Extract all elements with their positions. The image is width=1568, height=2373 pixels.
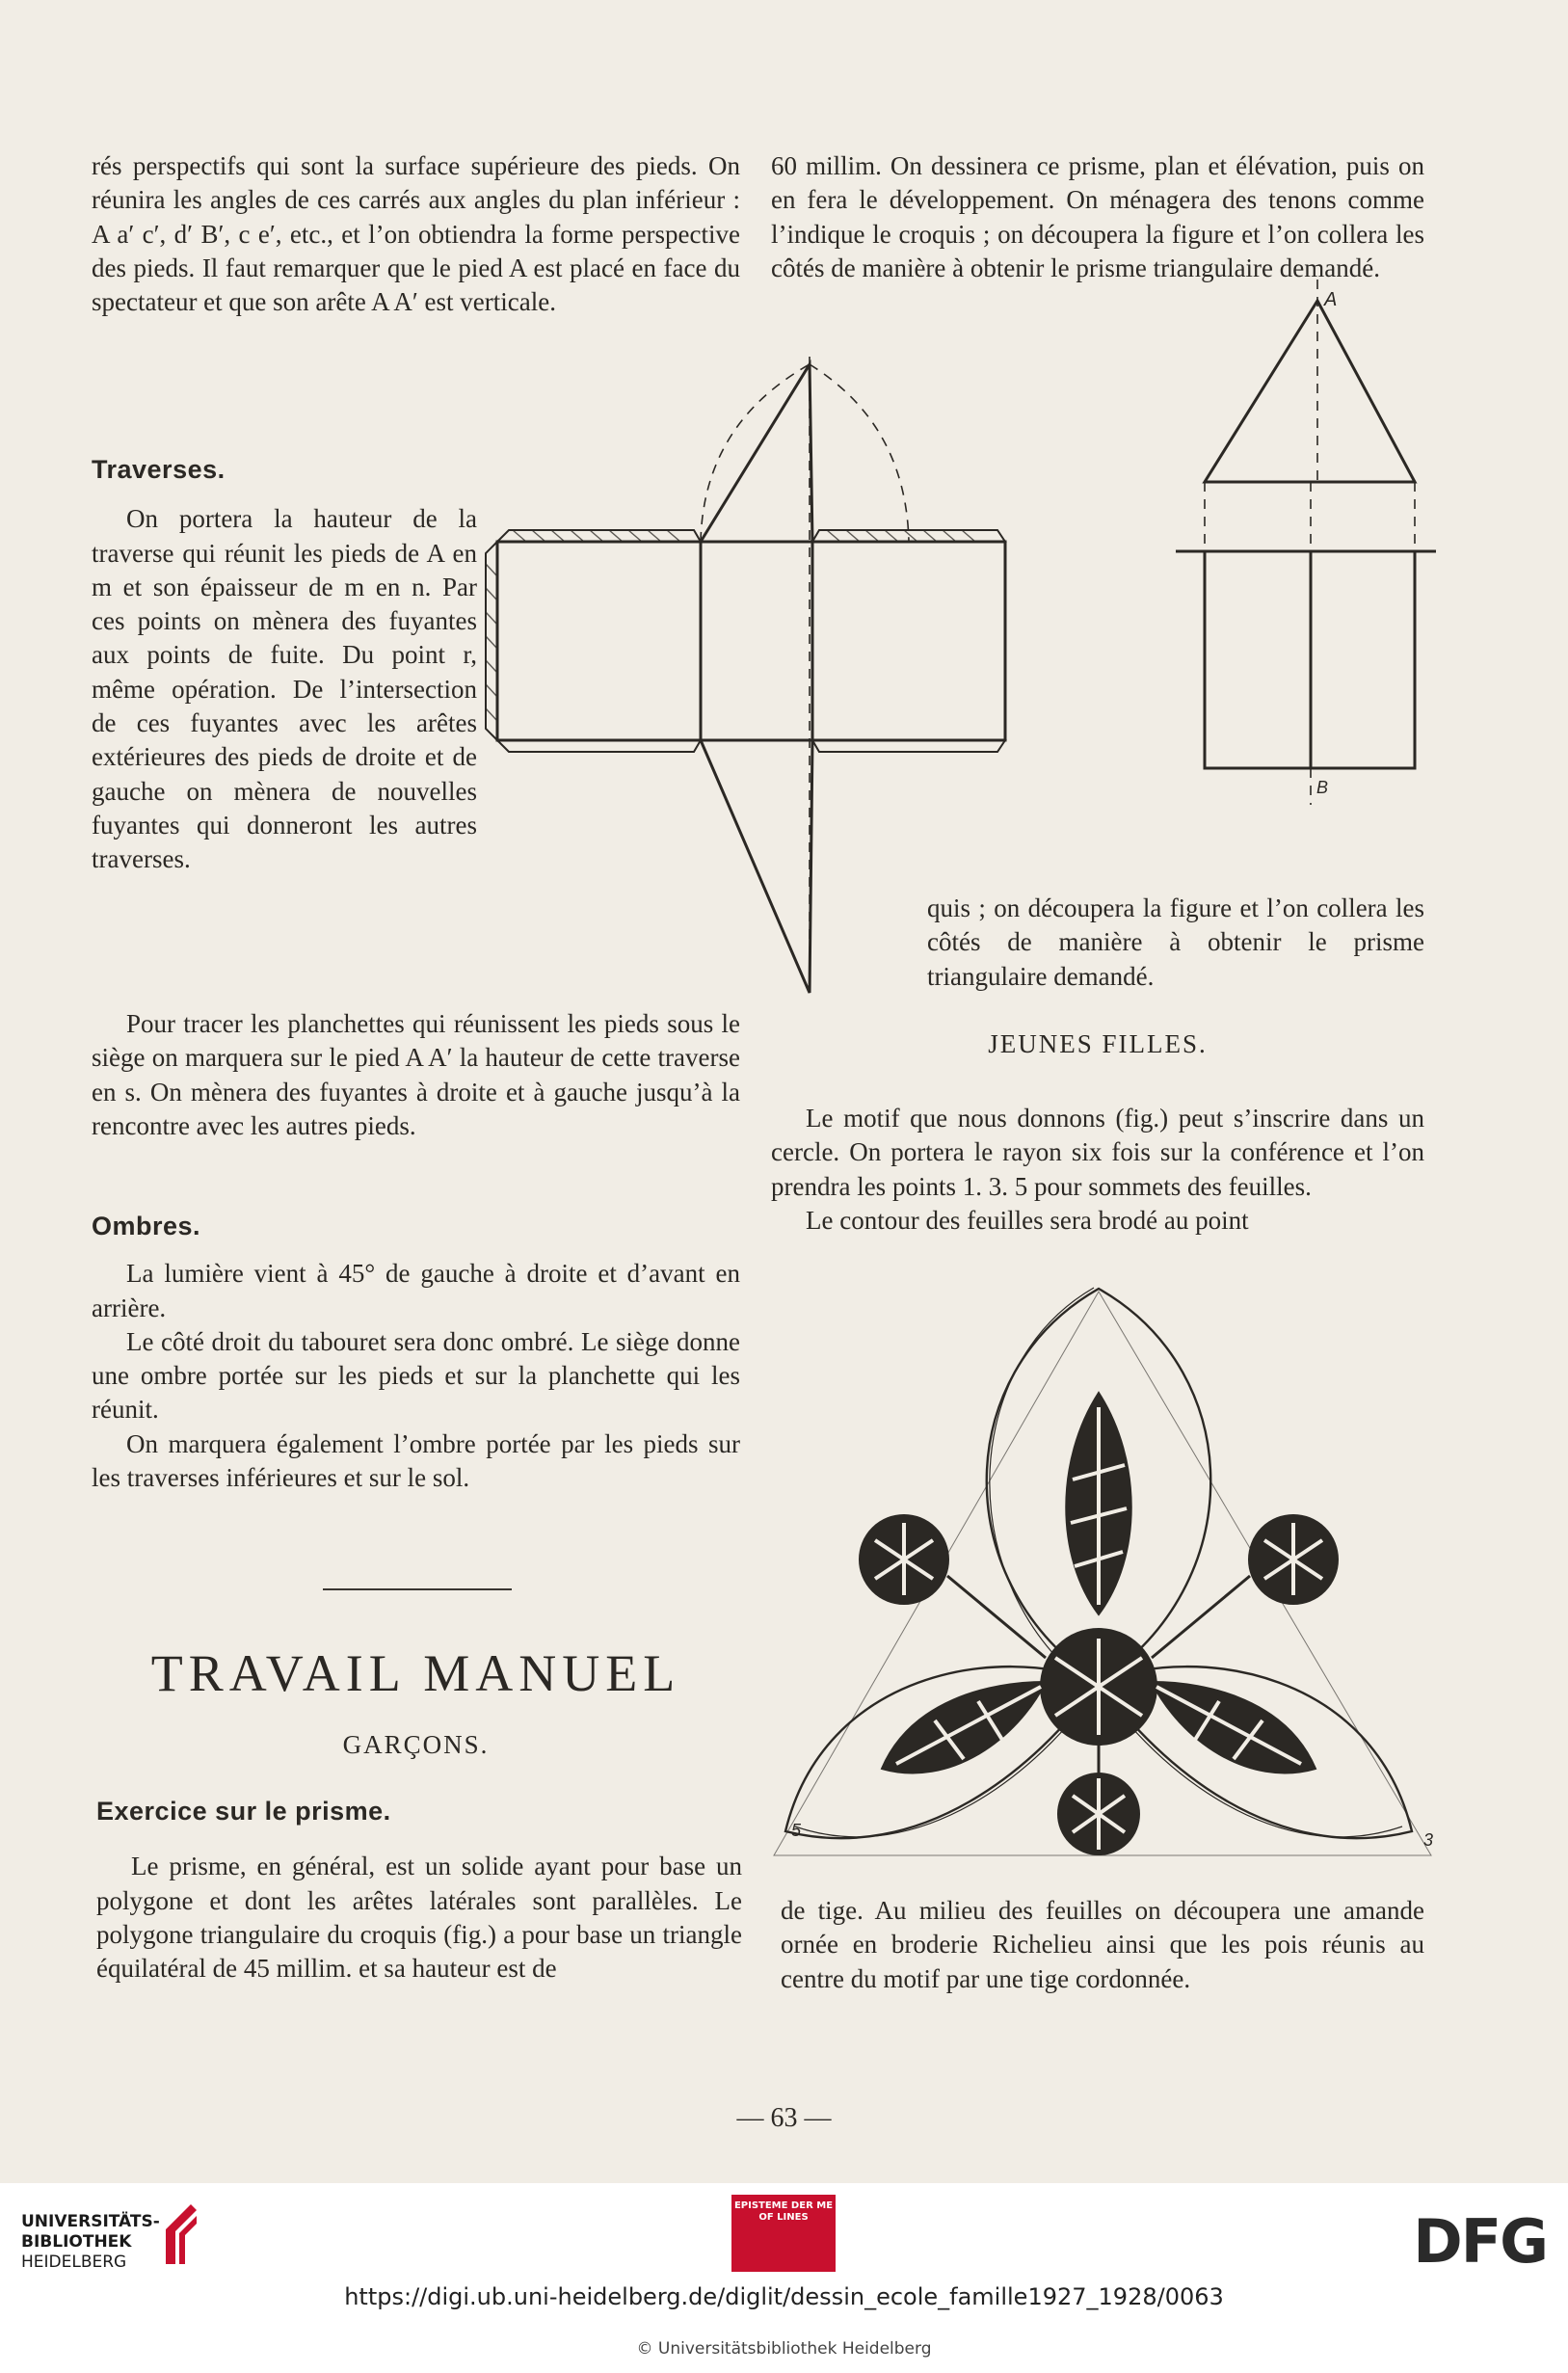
traverses-section bbox=[92, 453, 477, 877]
library-logo-icon bbox=[162, 2200, 200, 2268]
page-number: — 63 — bbox=[736, 2103, 832, 2133]
copyright-notice: © Universitätsbibliothek Heidelberg bbox=[636, 2339, 932, 2359]
heading-ombres: Ombres. bbox=[92, 1212, 201, 1240]
prism-development-figure bbox=[463, 347, 964, 1002]
permalink-url[interactable]: https://digi.ub.uni-heidelberg.de/diglit/dessin_ecole_famille1927_1928/0063 bbox=[344, 2283, 1224, 2310]
jeunes-paragraph-1: Le motif que nous donnons (fig.) peut s’inscrire dans un cercle. On portera le rayon six fois sur la conférence et l’on prendra les points 1. 3. 5 pour sommets des feuilles. bbox=[771, 1104, 1424, 1201]
label-3: 3 bbox=[1423, 1830, 1434, 1850]
subtitle-jeunes-filles: JEUNES FILLES. bbox=[988, 1029, 1208, 1058]
jeunes-filles-text bbox=[771, 1102, 1424, 1238]
middle-face bbox=[701, 542, 812, 740]
left-paragraph-3: Pour tracer les planchettes qui réunissent les pieds sous le siège on marquera sur le pied A A′ la hauteur de cette traverse en s. On mènera des fuyantes à droite et à gauche jusqu’à la rencontre avec les autres pieds. bbox=[92, 1009, 740, 1140]
plan-elevation-figure bbox=[1176, 280, 1441, 819]
right-paragraph-1-end: quis ; on découpera la figure et l’on collera les côtés de manière à obtenir le prisme triangulaire demandé. bbox=[927, 893, 1424, 991]
ombres-section bbox=[92, 1210, 740, 1495]
left-face bbox=[497, 542, 701, 740]
label-a: A bbox=[1324, 289, 1338, 310]
exercice-section bbox=[96, 1795, 742, 1986]
embroidery-motif-figure bbox=[766, 1267, 1441, 1865]
section-divider bbox=[323, 1588, 512, 1590]
label-1: 1 bbox=[766, 1267, 767, 1268]
jeunes-paragraph-3: de tige. Au milieu des feuilles on découpera une amande ornée en broderie Richelieu ainsi que les pois réunis au centre du motif par une tige cordonnée. bbox=[781, 1896, 1424, 1993]
episteme-badge[interactable]: EPISTEME DER ME OF LINES bbox=[731, 2195, 836, 2272]
exercice-paragraph: Le prisme, en général, est un solide ayant pour base un polygone et dont les arêtes latérales sont parallèles. Le polygone triangulaire du croquis (fig.) a pour base un triangle équilatéral de 45 millim. et sa hauteur est de bbox=[96, 1852, 742, 1984]
traverses-paragraph: On portera la hauteur de la traverse qui réunit les pieds de A en m et son épaisseur de m en n. Par ces points on mènera des fuyantes aux points de fuite. Du point r, même opération. De l’intersection de ces fuyantes avec les arêtes extérieures des pieds de droite et de gauche on mènera de nouvelles fuyantes qui donneront les autres traverses. bbox=[92, 504, 477, 874]
label-5: 5 bbox=[791, 1821, 802, 1840]
viewer-footer bbox=[0, 2183, 1568, 2373]
ombres-paragraph-3: On marquera également l’ombre portée par les pieds sur les traverses inférieures et sur le sol. bbox=[92, 1428, 740, 1493]
jeunes-paragraph-2: Le contour des feuilles sera brodé au point bbox=[806, 1205, 1249, 1235]
subtitle-garcons: GARÇONS. bbox=[342, 1730, 490, 1759]
ombres-paragraph-1: La lumière vient à 45° de gauche à droite et d’avant en arrière. bbox=[92, 1259, 740, 1322]
right-face bbox=[812, 542, 1005, 740]
library-logo-text: UNIVERSITÄTS- BIBLIOTHEK HEIDELBERG bbox=[21, 2212, 160, 2272]
heading-traverses: Traverses. bbox=[92, 455, 226, 484]
ombres-paragraph-2: Le côté droit du tabouret sera donc ombré. Le siège donne une ombre portée sur les pieds et sur la planchette qui les réunit. bbox=[92, 1326, 740, 1425]
dfg-logo: DFG bbox=[1413, 2206, 1547, 2277]
heading-exercice: Exercice sur le prisme. bbox=[96, 1797, 391, 1826]
left-paragraph-1: rés perspectifs qui sont la surface supérieure des pieds. On réunira les angles de ces carrés aux angles du plan inférieur : A a′ c′, d′ B′, c e′, etc., et l’on obtiendra la forme perspective des pieds. Il faut remarquer que le pied A est placé en face du spectateur et que son arête A A′ est verticale. bbox=[92, 151, 740, 317]
label-b: B bbox=[1316, 778, 1329, 797]
section-title: TRAVAIL MANUEL bbox=[150, 1644, 681, 1702]
right-paragraph-1: 60 millim. On dessinera ce prisme, plan et élévation, puis on en fera le développement. On ménagera des tenons comme l’indique le croquis ; on découpera la figure et l’on collera les côtés de manière à obtenir le prisme triangulaire demandé. bbox=[771, 151, 1424, 282]
